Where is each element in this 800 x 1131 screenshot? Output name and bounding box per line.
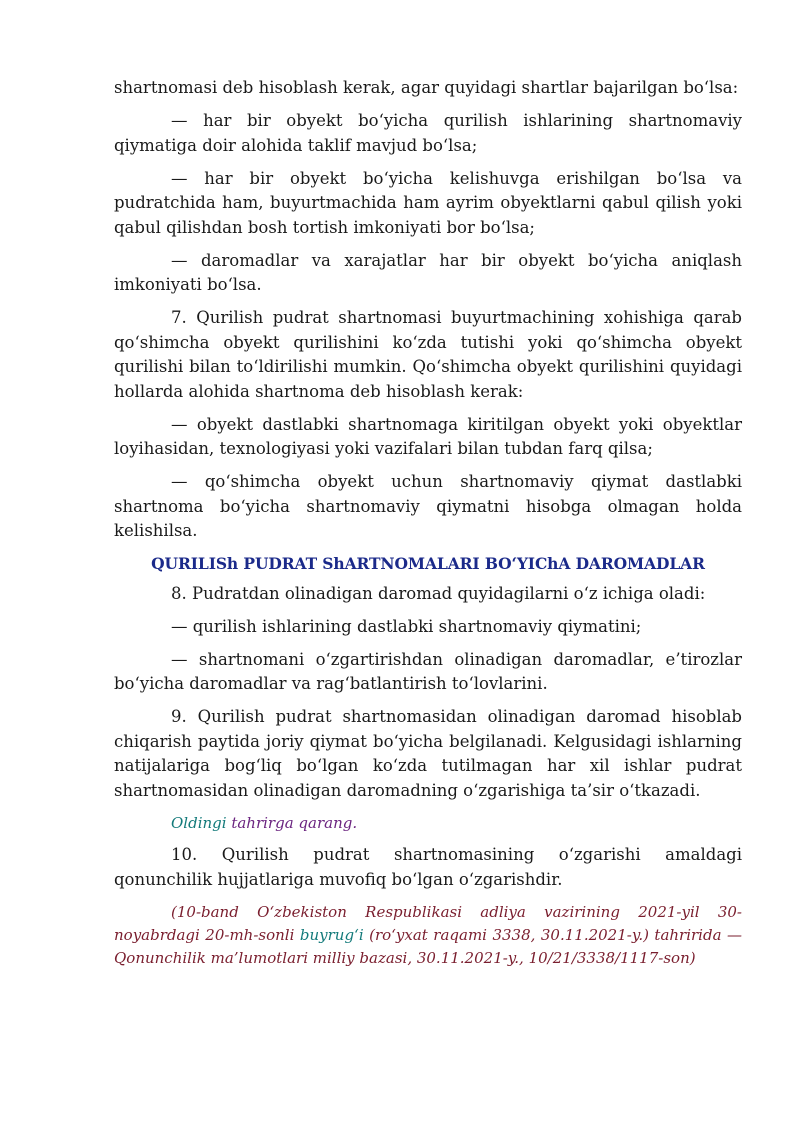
previous-edition-note bbox=[114, 812, 742, 835]
previous-edition-text: tahrirga qarang. bbox=[226, 813, 358, 832]
previous-edition-link[interactable]: Oldingi bbox=[171, 813, 227, 832]
list-item-clause-7-a: — obyekt dastlabki shartnomaga kiritilgan obyekt yoki obyektlar loyihasidan, texnologiyasi yoki vazifalari bilan tubdan farq qilsa; bbox=[114, 414, 742, 458]
paragraph-intro: shartnomasi deb hisoblash kerak, agar quyidagi shartlar bajarilgan bo‘lsa: bbox=[114, 78, 739, 97]
document-body bbox=[114, 76, 742, 978]
list-item-condition-1: — har bir obyekt bo‘yicha qurilish ishlarining shartnomaviy qiymatiga doir alohida taklif mavjud bo‘lsa; bbox=[114, 111, 742, 155]
list-item-condition-3: — daromadlar va xarajatlar har bir obyekt bo‘yicha aniqlash imkoniyati bo‘lsa. bbox=[114, 250, 742, 294]
paragraph-clause-7: 7. Qurilish pudrat shartnomasi buyurtmachining xohishiga qarab qo‘shimcha obyekt qurilishini ko‘zda tutishi yoki qo‘shimcha obyekt qurilishi bilan to‘ldirilishi mumkin. Qo‘shimcha obyekt qurilishini quyidagi hollarda alohida shartnoma deb hisoblash kerak: bbox=[114, 308, 742, 401]
list-item-clause-7-b: — qo‘shimcha obyekt uchun shartnomaviy qiymat dastlabki shartnoma bo‘yicha shartnomaviy qiymatni hisobga olmagan holda kelishilsa. bbox=[114, 472, 742, 540]
order-link[interactable]: buyrug‘i bbox=[299, 925, 364, 944]
section-heading: QURILISh PUDRAT ShARTNOMALARI BO‘YIChA DAROMADLAR bbox=[151, 554, 705, 573]
paragraph-clause-8: 8. Pudratdan olinadigan daromad quyidagilarni o‘z ichiga oladi: bbox=[171, 583, 706, 603]
list-item-clause-8-b: — shartnomani o‘zgartirishdan olinadigan daromadlar, e’tirozlar bo‘yicha daromadlar va rag‘batlantirish to‘lovlarini. bbox=[114, 649, 742, 693]
paragraph-clause-10: 10. Qurilish pudrat shartnomasining o‘zgarishi amaldagi qonunchilik hujjatlariga muvofiq bo‘lgan o‘zgarishdir. bbox=[114, 845, 742, 889]
amendment-note-before: (10-band O‘zbekiston Respublikasi adliya vazirining 2021-yil 30-noyabrdagi 20-mh-sonli bbox=[114, 902, 742, 944]
list-item-clause-8-a: — qurilish ishlarining dastlabki shartnomaviy qiymatini; bbox=[171, 616, 642, 636]
amendment-note-after: (ro‘yxat raqami 3338, 30.11.2021-y.) tahririda — Qonunchilik ma’lumotlari milliy bazasi, 30.11.2021-y., 10/21/3338/1117-son) bbox=[114, 925, 742, 967]
paragraph-clause-9: 9. Qurilish pudrat shartnomasidan olinadigan daromad hisoblab chiqarish paytida joriy qiymat bo‘yicha belgilanadi. Kelgusidagi ishlarning natijalariga bog‘liq bo‘lgan ko‘zda tutilmagan har xil ishlar pudrat shartnomasidan olinadigan daromadning o‘zgarishiga ta’sir o‘tkazadi. bbox=[114, 707, 742, 800]
amendment-note bbox=[114, 901, 742, 970]
list-item-condition-2: — har bir obyekt bo‘yicha kelishuvga erishilgan bo‘lsa va pudratchida ham, buyurtmachida ham ayrim obyektlarni qabul qilish yoki qabul qilishdan bosh tortish imkoniyati bor bo‘lsa; bbox=[114, 168, 742, 237]
